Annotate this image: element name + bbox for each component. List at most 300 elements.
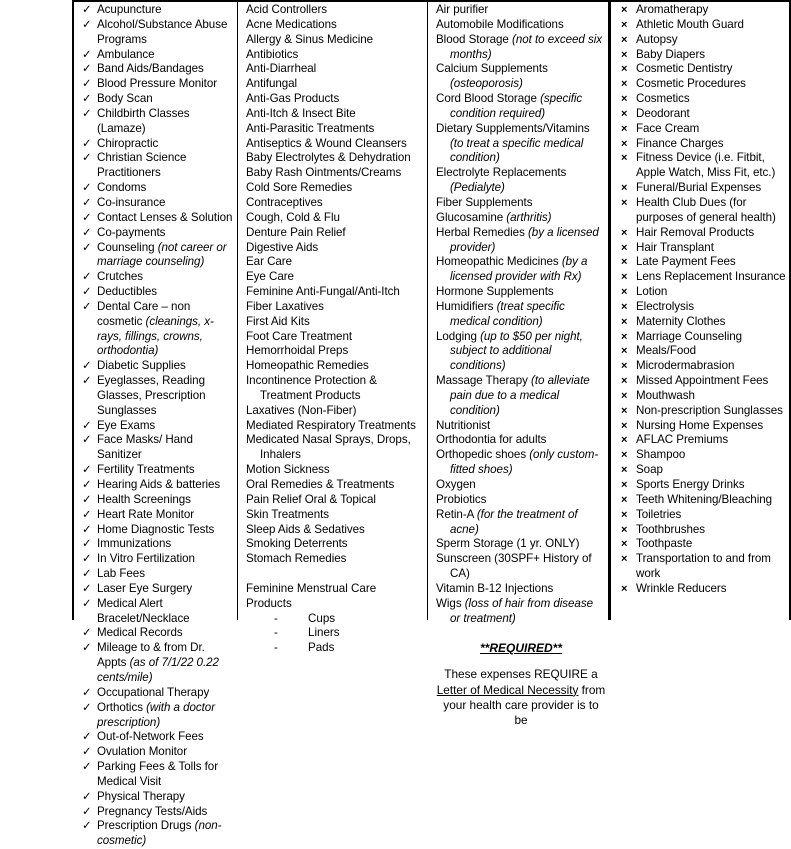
list-item-label: Soap <box>636 463 663 477</box>
list-item <box>436 255 606 285</box>
checkmark-icon: ✓ <box>82 419 92 432</box>
cross-icon: × <box>621 93 628 106</box>
list-item <box>81 537 233 552</box>
list-item-note: (not career or marriage counseling) <box>97 240 227 269</box>
list-item <box>436 166 606 196</box>
column-otc-medicines <box>238 2 428 655</box>
list-item <box>620 389 787 404</box>
list-item-note: (Pedialyte) <box>450 181 505 195</box>
checkmark-icon: ✓ <box>82 286 92 299</box>
list-item-label: Digestive Aids <box>246 240 319 254</box>
list-item-label: Cosmetics <box>636 92 690 106</box>
required-title: **REQUIRED** <box>479 641 563 656</box>
cross-icon: × <box>621 286 628 299</box>
checkmark-icon: ✓ <box>82 553 92 566</box>
list-item-label: Wigs (loss of hair from disease or treatment) <box>436 596 593 625</box>
list-item-label: Feminine Anti-Fungal/Anti-Itch <box>246 285 400 299</box>
list-item <box>246 107 425 122</box>
list-item-note: (arthritis) <box>506 210 552 224</box>
list-item <box>246 92 425 107</box>
list-item-label: Ear Care <box>246 255 292 269</box>
checkmark-icon: ✓ <box>82 137 92 150</box>
list-item-label: Cold Sore Remedies <box>246 181 353 195</box>
checkmark-icon: ✓ <box>82 686 92 699</box>
feminine-care-item-label: Liners <box>308 626 340 640</box>
list-item <box>436 285 606 300</box>
list-item <box>436 597 606 627</box>
list-item <box>436 478 606 493</box>
list-item <box>81 641 233 686</box>
list-item-label: Dental Care – non cosmetic (cleanings, x-rays, fillings, crowns, orthodontia) <box>97 299 214 358</box>
list-item <box>436 582 606 597</box>
list-item <box>246 330 425 345</box>
list-item-label: Pain Relief Oral & Topical <box>246 492 376 506</box>
list-item-label: Antifungal <box>246 77 298 91</box>
cross-icon: × <box>621 182 628 195</box>
list-item-label: Missed Appointment Fees <box>636 374 769 388</box>
list-item-label: Baby Diapers <box>636 47 705 61</box>
list-item-label: Occupational Therapy <box>97 685 210 699</box>
list-item-label: Home Diagnostic Tests <box>97 522 215 536</box>
list-item-label: AFLAC Premiums <box>636 433 729 447</box>
list-item-label: Out-of-Network Fees <box>97 730 204 744</box>
list-item-label: Homeopathic Remedies <box>246 359 369 373</box>
list-item-label: Massage Therapy (to alleviate pain due to a medical condition) <box>436 374 590 417</box>
list-item <box>246 523 425 538</box>
list-item <box>81 92 233 107</box>
list-item-label: Stomach Remedies <box>246 552 347 566</box>
list-item-label: Mediated Respiratory Treatments <box>246 418 416 432</box>
list-item-label: Hearing Aids & batteries <box>97 478 221 491</box>
list-item-label: Cosmetic Dentistry <box>636 62 733 76</box>
list-item-note: (specific condition required) <box>450 92 583 120</box>
list-item-label: Health Club Dues (for purposes of general health) <box>636 195 776 224</box>
list-item-label: Orthodontia for adults <box>436 433 547 447</box>
list-item-label: Antibiotics <box>246 47 299 61</box>
list-item <box>246 344 425 359</box>
checkmark-icon: ✓ <box>82 701 92 714</box>
list-item-label: Anti-Itch & Insect Bite <box>246 106 356 120</box>
list-item-label: Transportation to and from work <box>636 552 771 581</box>
list-item <box>620 107 787 122</box>
checkmark-icon: ✓ <box>82 464 92 477</box>
list-item-label: Ambulance <box>97 47 155 61</box>
list-item-label: Acne Medications <box>246 17 337 31</box>
list-item <box>81 107 233 137</box>
list-item <box>81 626 233 641</box>
list-item <box>81 745 233 760</box>
list-item-label: Allergy & Sinus Medicine <box>246 32 374 46</box>
list-item <box>620 226 787 241</box>
required-notice <box>436 640 606 728</box>
list-item <box>81 686 233 701</box>
list-item <box>81 508 233 523</box>
list-item <box>81 137 233 152</box>
cross-icon: × <box>621 330 628 343</box>
list-item <box>436 226 606 256</box>
list-item-label: Face Masks/ Hand Sanitizer <box>97 433 193 462</box>
list-item <box>81 567 233 582</box>
list-item-label: Anti-Parasitic Treatments <box>246 121 375 135</box>
list-item-label: Automobile Modifications <box>436 17 564 31</box>
checkmark-icon: ✓ <box>82 479 92 491</box>
list-item-label: Health Screenings <box>97 492 191 506</box>
list-item-note: (with a doctor prescription) <box>97 700 216 729</box>
list-item <box>81 819 233 849</box>
list-item-label: Hair Removal Products <box>636 225 755 239</box>
cross-icon: × <box>621 196 628 209</box>
list-item <box>436 300 606 330</box>
checkmark-icon: ✓ <box>82 93 92 106</box>
list-item <box>620 582 787 597</box>
list-item <box>620 448 787 463</box>
feminine-care-item <box>246 641 425 656</box>
list-item-label: Pregnancy Tests/Aids <box>97 804 208 818</box>
list-item-note: (cleanings, x-rays, fillings, crowns, orthodontia) <box>97 314 214 358</box>
list-item-label: Medicated Nasal Sprays, Drops, Inhalers <box>246 433 411 462</box>
list-item <box>436 18 606 33</box>
ineligible-expenses-list <box>620 3 787 597</box>
checkmark-icon: ✓ <box>82 300 92 313</box>
list-item-label: Maternity Clothes <box>636 314 726 328</box>
list-item <box>620 419 787 434</box>
list-item-label: Teeth Whitening/Bleaching <box>636 492 773 506</box>
list-item-note: (non-cosmetic) <box>97 819 222 848</box>
checkmark-icon: ✓ <box>82 746 92 759</box>
list-item <box>81 701 233 731</box>
list-item <box>620 523 787 538</box>
list-item-label: Homeopathic Medicines (by a licensed provider with Rx) <box>436 255 588 284</box>
list-item <box>620 478 787 493</box>
list-item <box>436 330 606 375</box>
list-item-label: Fiber Supplements <box>436 195 533 209</box>
eligible-expenses-list <box>81 3 233 849</box>
cross-icon: × <box>621 315 628 328</box>
list-item-note: (treat specific medical condition) <box>450 299 565 328</box>
list-item <box>436 33 606 63</box>
list-item-note: (not to exceed six months) <box>450 32 602 61</box>
list-item-label: Medical Alert Bracelet/Necklace <box>97 596 190 625</box>
cross-icon: × <box>621 4 628 16</box>
list-item-label: Anti-Diarrheal <box>246 62 317 76</box>
cross-icon: × <box>621 152 628 165</box>
list-item-label: Shampoo <box>636 448 686 462</box>
cross-icon: × <box>621 449 628 462</box>
list-item <box>81 805 233 820</box>
list-item <box>246 285 425 300</box>
list-item-label: Antiseptics & Wound Cleansers <box>246 136 407 150</box>
list-item <box>436 433 606 448</box>
list-item <box>81 463 233 478</box>
list-item-label: Calcium Supplements (osteoporosis) <box>436 62 548 91</box>
feminine-care-list <box>246 612 425 657</box>
list-item <box>620 285 787 300</box>
list-item <box>81 48 233 63</box>
list-item-label: Sleep Aids & Sedatives <box>246 522 365 536</box>
list-item <box>620 255 787 270</box>
list-item <box>436 508 606 538</box>
list-item-label: Autopsy <box>636 32 678 46</box>
list-item-label: Contraceptives <box>246 195 323 209</box>
list-item <box>620 433 787 448</box>
list-item <box>81 760 233 790</box>
list-item <box>246 433 425 463</box>
list-item-label: Electrolyte Replacements (Pedialyte) <box>436 166 567 195</box>
cross-icon: × <box>621 256 628 269</box>
list-item-label: Toiletries <box>636 507 682 521</box>
list-item <box>246 18 425 33</box>
list-item-label: Hemorrhoidal Preps <box>246 344 349 358</box>
list-item <box>620 552 787 582</box>
checkmark-icon: ✓ <box>82 597 92 610</box>
cross-icon: × <box>621 63 628 76</box>
list-item-label: Cough, Cold & Flu <box>246 210 340 224</box>
cross-icon: × <box>621 18 628 31</box>
list-item <box>81 478 233 493</box>
list-item <box>620 330 787 345</box>
list-item <box>436 448 606 478</box>
cross-icon: × <box>621 345 628 358</box>
list-item <box>246 374 425 404</box>
list-item <box>246 77 425 92</box>
list-item-label: Nursing Home Expenses <box>636 418 764 432</box>
list-item-label: Lens Replacement Insurance <box>636 270 786 284</box>
list-item-label: Funeral/Burial Expenses <box>636 181 762 195</box>
cross-icon: × <box>621 508 628 521</box>
list-item-label: Medical Records <box>97 626 183 640</box>
list-item-label: Immunizations <box>97 537 172 551</box>
feminine-care-heading: Feminine Menstrual Care Products <box>246 581 377 610</box>
checkmark-icon: ✓ <box>82 196 92 209</box>
list-item-label: Co-insurance <box>97 195 166 209</box>
list-item <box>81 3 233 18</box>
list-item-label: Late Payment Fees <box>636 255 736 269</box>
list-item-label: Motion Sickness <box>246 463 330 477</box>
list-item <box>81 730 233 745</box>
list-item-label: Prescription Drugs (non-cosmetic) <box>97 819 222 848</box>
list-item <box>620 48 787 63</box>
checkmark-icon: ✓ <box>82 434 92 447</box>
list-item-label: Acupuncture <box>97 3 162 16</box>
list-item-label: Lotion <box>636 285 668 299</box>
list-item <box>81 151 233 181</box>
list-item-label: Sunscreen (30SPF+ History of CA) <box>436 552 592 581</box>
list-item <box>81 359 233 374</box>
list-item-label: Lab Fees <box>97 567 145 581</box>
cross-icon: × <box>621 241 628 254</box>
list-item-note: (up to $50 per night, subject to additional conditions) <box>450 329 583 373</box>
list-item <box>246 478 425 493</box>
checkmark-icon: ✓ <box>82 375 92 388</box>
list-item-label: Christian Science Practitioners <box>97 151 187 180</box>
list-item <box>620 3 787 18</box>
list-item-note: (by a licensed provider with Rx) <box>450 255 588 284</box>
list-item-label: Sports Energy Drinks <box>636 478 745 491</box>
checkmark-icon: ✓ <box>82 508 92 521</box>
checkmark-icon: ✓ <box>82 790 92 803</box>
dash-bullet-icon: - <box>274 641 278 655</box>
list-item-label: Orthotics (with a doctor prescription) <box>97 700 216 729</box>
list-item-label: Skin Treatments <box>246 507 330 521</box>
list-item <box>246 62 425 77</box>
list-item <box>81 270 233 285</box>
list-item <box>436 374 606 419</box>
list-item <box>246 151 425 166</box>
list-item <box>436 196 606 211</box>
dash-bullet-icon: - <box>274 626 278 640</box>
list-item-label: Aromatherapy <box>636 3 709 16</box>
checkmark-icon: ✓ <box>82 627 92 640</box>
list-item-label: Ovulation Monitor <box>97 745 188 759</box>
list-item <box>246 359 425 374</box>
list-item-label: Orthopedic shoes (only custom-fitted shoes) <box>436 448 599 477</box>
list-item <box>81 374 233 419</box>
list-item <box>81 433 233 463</box>
list-item-label: Air purifier <box>436 3 489 16</box>
list-item-note: (to alleviate pain due to a medical condition) <box>450 374 590 417</box>
cross-icon: × <box>621 582 628 595</box>
list-item-label: Meals/Food <box>636 344 697 358</box>
list-item-label: Sperm Storage (1 yr. ONLY) <box>436 537 580 551</box>
cross-icon: × <box>621 33 628 46</box>
list-item-label: Electrolysis <box>636 299 695 313</box>
feminine-care-item-label: Cups <box>308 611 336 625</box>
list-item <box>246 226 425 241</box>
list-item-label: Glucosamine (arthritis) <box>436 210 552 224</box>
list-item <box>246 241 425 256</box>
list-item <box>246 122 425 137</box>
list-item-label: Hormone Supplements <box>436 285 554 299</box>
list-item <box>246 508 425 523</box>
cross-icon: × <box>621 389 628 402</box>
list-item-label: Counseling (not career or marriage counseling) <box>97 240 227 269</box>
list-item-label: Baby Rash Ointments/Creams <box>246 166 402 180</box>
list-item-label: Body Scan <box>97 92 153 106</box>
checkmark-icon: ✓ <box>82 107 92 120</box>
checkmark-icon: ✓ <box>82 152 92 165</box>
cross-icon: × <box>621 375 628 388</box>
checkmark-icon: ✓ <box>82 568 92 581</box>
checkmark-icon: ✓ <box>82 805 92 818</box>
list-item <box>436 419 606 434</box>
list-item-label: Diabetic Supplies <box>97 359 186 373</box>
cross-icon: × <box>621 48 628 61</box>
list-item <box>436 211 606 226</box>
list-item-label: Alcohol/Substance Abuse Programs <box>97 17 228 46</box>
list-item-label: In Vitro Fertilization <box>97 552 195 566</box>
list-item <box>620 18 787 33</box>
list-item <box>620 537 787 552</box>
list-item <box>246 493 425 508</box>
list-item <box>81 181 233 196</box>
list-item-label: Face Cream <box>636 121 700 135</box>
list-item <box>436 3 606 18</box>
list-item-label: Fiber Laxatives <box>246 299 324 313</box>
list-item-label: Deductibles <box>97 285 158 299</box>
column-ineligible-expenses <box>610 2 791 620</box>
list-item-label: Co-payments <box>97 225 166 239</box>
cross-icon: × <box>621 404 628 417</box>
list-item-label: Crutches <box>97 270 143 284</box>
feminine-care-item <box>246 626 425 641</box>
list-item-note: (to treat a specific medical condition) <box>450 136 584 165</box>
list-item <box>246 419 425 434</box>
list-item <box>246 404 425 419</box>
checkmark-icon: ✓ <box>82 731 92 744</box>
list-item <box>620 33 787 48</box>
column-conditional-expenses <box>428 2 610 728</box>
list-item <box>620 508 787 523</box>
list-item <box>246 537 425 552</box>
list-item <box>620 137 787 152</box>
list-item-label: First Aid Kits <box>246 314 310 328</box>
list-item-label: Eye Care <box>246 270 294 284</box>
list-item <box>620 77 787 92</box>
list-item-note: (as of 7/1/22 0.22 cents/mile) <box>97 656 219 684</box>
checkmark-icon: ✓ <box>82 211 92 224</box>
list-item <box>81 62 233 77</box>
list-item-label: Denture Pain Relief <box>246 225 346 239</box>
dash-bullet-icon: - <box>274 611 278 625</box>
list-item <box>436 537 606 552</box>
list-item <box>620 493 787 508</box>
list-item-label: Baby Electrolytes & Dehydration <box>246 151 411 165</box>
list-item <box>81 241 233 271</box>
checkmark-icon: ✓ <box>82 360 92 373</box>
list-item <box>246 463 425 478</box>
list-item-label: Humidifiers (treat specific medical condition) <box>436 299 565 328</box>
checkmark-icon: ✓ <box>82 4 92 16</box>
list-item-label: Fitness Device (i.e. Fitbit, Apple Watch, Miss Fit, etc.) <box>636 151 776 180</box>
cross-icon: × <box>621 122 628 135</box>
list-item-label: Deodorant <box>636 106 690 120</box>
cross-icon: × <box>621 137 628 150</box>
list-item-label: Wrinkle Reducers <box>636 581 727 595</box>
conditional-expenses-list <box>436 3 606 626</box>
list-item-label: Childbirth Classes (Lamaze) <box>97 106 190 135</box>
list-item <box>620 374 787 389</box>
list-item-label: Non-prescription Sunglasses <box>636 403 783 417</box>
cross-icon: × <box>621 271 628 284</box>
column-eligible-expenses <box>72 2 238 848</box>
cross-icon: × <box>621 419 628 432</box>
list-item-label: Chiropractic <box>97 136 159 150</box>
list-item-label: Smoking Deterrents <box>246 537 348 551</box>
list-item <box>620 241 787 256</box>
list-item-label: Toothbrushes <box>636 522 706 536</box>
list-item <box>620 122 787 137</box>
list-item <box>246 3 425 18</box>
list-item <box>81 18 233 48</box>
list-item-label: Eyeglasses, Reading Glasses, Prescription Sunglasses <box>97 374 206 417</box>
list-item-label: Acid Controllers <box>246 3 328 16</box>
feminine-care-item <box>246 612 425 627</box>
list-item <box>246 196 425 211</box>
list-item-label: Probiotics <box>436 492 487 506</box>
list-item-label: Oral Remedies & Treatments <box>246 478 395 491</box>
list-item-label: Contact Lenses & Solution <box>97 210 233 224</box>
list-item <box>81 285 233 300</box>
list-item <box>81 419 233 434</box>
cross-icon: × <box>621 360 628 373</box>
list-item-label: Microdermabrasion <box>636 359 735 373</box>
checkmark-icon: ✓ <box>82 582 92 595</box>
list-item <box>620 315 787 330</box>
list-item-note: (osteoporosis) <box>450 77 523 91</box>
list-item-label: Band Aids/Bandages <box>97 62 204 76</box>
list-item-label: Mileage to & from Dr. Appts (as of 7/1/22 0.22 cents/mile) <box>97 641 219 684</box>
list-item <box>246 211 425 226</box>
